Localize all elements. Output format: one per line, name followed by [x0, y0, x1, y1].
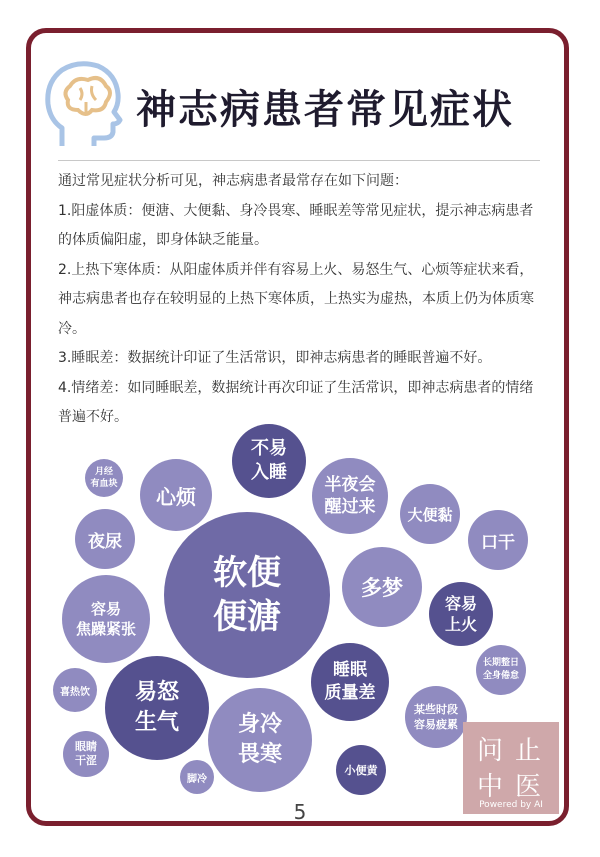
symptom-bubble: 口干 — [468, 510, 528, 570]
symptom-bubble: 脚冷 — [180, 760, 214, 794]
symptom-bubble: 大便黏 — [400, 484, 460, 544]
symptom-bubble: 眼睛 干涩 — [63, 731, 109, 777]
watermark-char: 止 — [515, 736, 542, 766]
watermark-subtitle: Powered by AI — [479, 800, 543, 810]
symptom-bubble: 喜热饮 — [53, 668, 97, 712]
watermark-char: 问 — [477, 736, 504, 766]
watermark-logo — [463, 722, 559, 814]
symptom-bubble: 睡眠 质量差 — [311, 643, 389, 721]
symptom-bubble: 身冷 畏寒 — [208, 688, 312, 792]
symptom-bubble: 容易 焦躁紧张 — [62, 575, 150, 663]
point-4: 4.情绪差：如同睡眠差，数据统计再次印证了生活常识，即神志病患者的情绪普遍不好。 — [58, 379, 534, 425]
symptom-bubble: 夜尿 — [75, 509, 135, 569]
point-2: 2.上热下寒体质：从阳虚体质并伴有容易上火、易怒生气、心烦等症状来看，神志病患者也存在较明显的上热下寒体质，上热实为虚热，本质上仍为体质寒冷。 — [58, 261, 534, 337]
symptom-bubble: 月经 有血块 — [85, 459, 123, 497]
symptom-bubble: 某些时段 容易疲累 — [405, 686, 467, 748]
point-1: 1.阳虚体质：便溏、大便黏、身冷畏寒、睡眠差等常见症状，提示神志病患者的体质偏阳虚，即身体缺乏能量。 — [58, 202, 534, 248]
symptom-bubble: 半夜会 醒过来 — [312, 458, 388, 534]
watermark-char: 医 — [515, 772, 542, 802]
symptom-bubble-main: 软便 便溏 — [164, 512, 330, 678]
intro-paragraph: 通过常见症状分析可见，神志病患者最常存在如下问题： — [58, 173, 408, 189]
symptom-bubble: 容易 上火 — [429, 582, 493, 646]
page-number: 5 — [293, 800, 307, 824]
point-3: 3.睡眠差：数据统计印证了生活常识，即神志病患者的睡眠普遍不好。 — [58, 350, 492, 366]
symptom-bubble: 多梦 — [342, 547, 422, 627]
symptom-bubble: 心烦 — [140, 459, 212, 531]
symptom-bubble: 小便黄 — [336, 745, 386, 795]
watermark-char: 中 — [477, 772, 504, 802]
page-title: 神志病患者常见症状 — [136, 87, 514, 133]
symptom-bubble: 易怒 生气 — [105, 656, 209, 760]
symptom-bubble: 长期整日 全身倦怠 — [476, 645, 526, 695]
symptom-bubble: 不易 入睡 — [232, 424, 306, 498]
